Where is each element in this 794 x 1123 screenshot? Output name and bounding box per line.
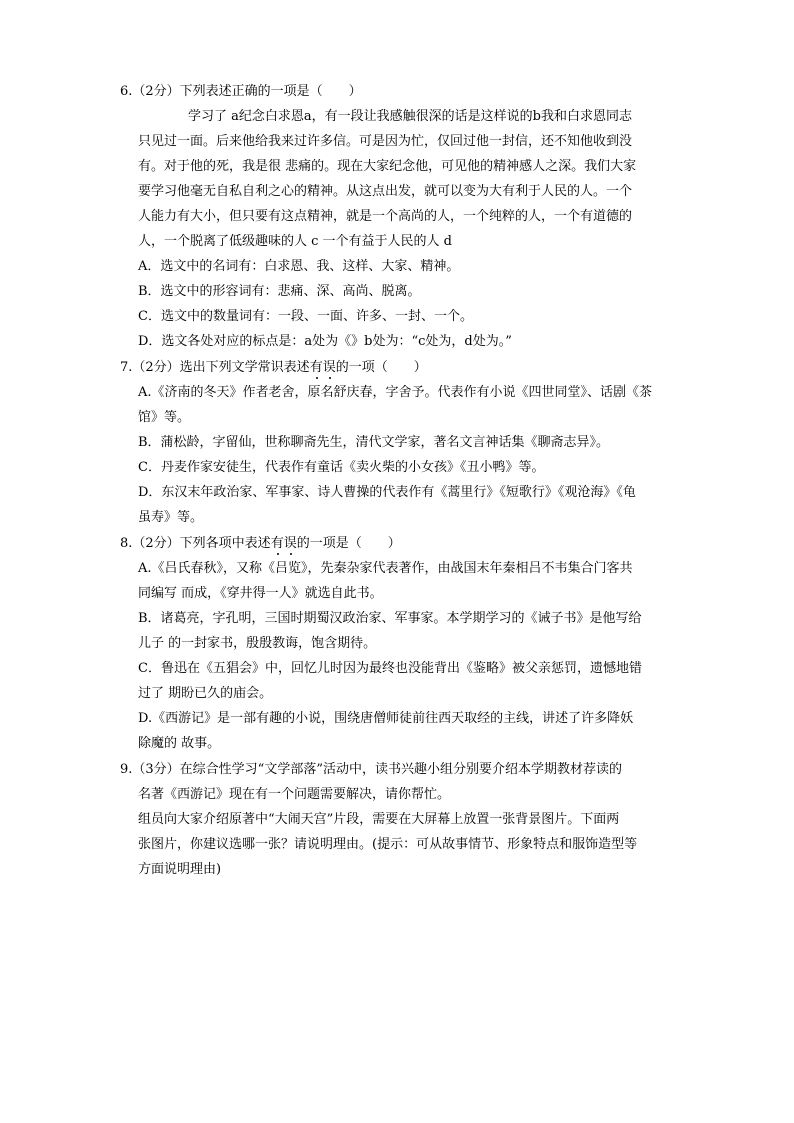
q8-option-d-cont: 除魔的 故事。 [138, 736, 221, 751]
q6-option-b[interactable]: B．选文中的形容词有：悲痛、深、高尚、脱离。 [138, 284, 421, 299]
q8-option-d[interactable]: D.《西游记》是一部有趣的小说，围绕唐僧师徒前往西天取经的主线，讲述了许多降妖 [138, 711, 634, 726]
emphasis-mark: 误 [283, 536, 297, 551]
emphasis-mark: 有 [309, 360, 323, 375]
q7-option-b[interactable]: B．蒲松龄，字留仙，世称聊斋先生，清代文学家，著名文言神话集《聊斋志异》。 [138, 435, 610, 450]
q7-option-d-cont: 虽寿》等。 [138, 510, 204, 525]
q8-option-c[interactable]: C．鲁迅在《五猖会》中，回忆儿时因为最终也没能背出《鉴略》被父亲惩罚，遗憾地错 [138, 661, 642, 676]
emphasis-mark: 误 [322, 360, 336, 375]
q6-passage-line: 要学习他毫无自私自利之心的精神。从这点出发，就可以变为大有利于人民的人。一个 [138, 184, 633, 199]
q8-option-a[interactable]: A.《吕氏春秋》，又称《吕览》，先秦杂家代表著作，由战国末年秦相吕不韦集合门客共 [138, 561, 633, 576]
q9-body-line: 张图片，你建议选哪一张？请说明理由。(提示：可从故事情节、形象特点和服饰造型等 [138, 837, 638, 852]
q6-passage-line: 只见过一面。后来他给我来过许多信。可是因为忙，仅回过他一封信，还不知他收到没 [138, 134, 633, 149]
q7-option-d[interactable]: D．东汉末年政治家、军事家、诗人曹操的代表作有《蒿里行》《短歌行》《观沧海》《龟 [138, 485, 636, 500]
q8-stem: 8.（2分）下列各项中表述有误的一项是（ ） [120, 536, 401, 551]
q9-body-line: 组员向大家介绍原著中“大闹天宫”片段，需要在大屏幕上放置一张背景图片。下面两 [138, 812, 620, 827]
q6-option-a[interactable]: A．选文中的名词有：白求恩、我、这样、大家、精神。 [138, 259, 460, 274]
q9-body-line: 方面说明理由) [138, 862, 222, 877]
q6-option-c[interactable]: C．选文中的数量词有：一段、一面、许多、一封、一个。 [138, 309, 473, 324]
q8-option-a-cont: 同编写 而成，《穿井得一人》就选自此书。 [138, 586, 383, 601]
q6-option-d[interactable]: D．选文各处对应的标点是：a处为《》b处为：“c处为，d处为。” [138, 334, 512, 349]
q6-passage-line: 人，一个脱离了低级趣味的人 c 一个有益于人民的人 d [138, 234, 452, 249]
q8-option-b[interactable]: B．诸葛亮，字孔明，三国时期蜀汉政治家、军事家。本学期学习的《诫子书》是他写给 [138, 611, 642, 626]
q6-passage-line: 有。对于他的死，我是很 悲痛的。现在大家纪念他，可见他的精神感人之深。我们大家 [138, 159, 637, 174]
q6-stem: 6.（2分）下列表述正确的一项是（ ） [120, 84, 362, 99]
q7-option-a-cont: 馆》等。 [138, 410, 191, 425]
q6-passage-line: 学习了 a纪念白求恩a，有一段让我感触很深的话是这样说的b我和白求恩同志 [188, 109, 632, 124]
q7-stem: 7.（2分）选出下列文学常识表述有误的一项（ ） [120, 360, 427, 375]
emphasis-mark: 有 [270, 536, 284, 551]
q8-option-c-cont: 过了 期盼已久的庙会。 [138, 686, 273, 701]
q7-option-a[interactable]: A.《济南的冬天》作者老舍，原名舒庆春，字舍予。代表作有小说《四世同堂》、话剧《茶 [138, 385, 653, 400]
q9-stem: 9.（3分）在综合性学习“文学部落”活动中，读书兴趣小组分别要介绍本学期教材荐读的 [120, 762, 622, 777]
q8-option-b-cont: 儿子 的一封家书，殷殷教诲，饱含期待。 [138, 636, 377, 651]
q7-option-c[interactable]: C．丹麦作家安徒生，代表作有童话《卖火柴的小女孩》《丑小鸭》等。 [138, 460, 545, 475]
q9-stem-cont: 名著《西游记》现在有一个问题需要解决，请你帮忙。 [138, 787, 451, 802]
q6-passage-line: 人能力有大小，但只要有这点精神，就是一个高尚的人，一个纯粹的人，一个有道德的 [138, 209, 633, 224]
